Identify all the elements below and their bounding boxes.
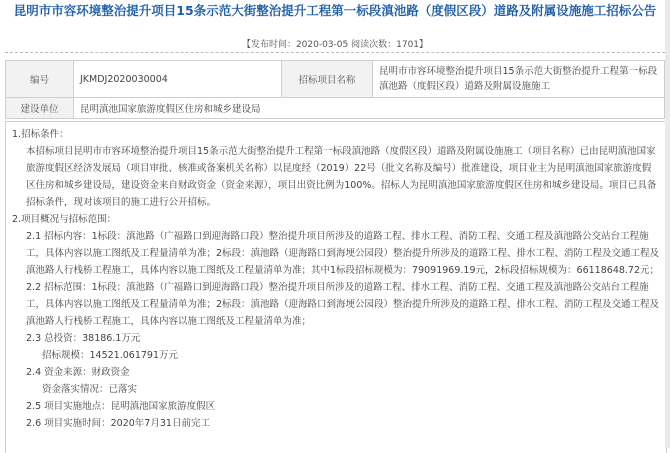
project-name-label: 招标项目名称 bbox=[282, 61, 373, 98]
notice-body bbox=[5, 121, 667, 453]
section-2-3-investment: 2.3 总投资：38186.1万元 bbox=[26, 333, 141, 344]
build-unit-value: 昆明滇池国家旅游度假区住房和城乡建设局 bbox=[74, 98, 665, 119]
section-2-4-status: 资金落实情况：已落实 bbox=[42, 384, 138, 395]
vertical-scrollbar[interactable] bbox=[665, 0, 670, 448]
build-unit-label: 建设单位 bbox=[6, 98, 74, 119]
section-2-6: 2.6 项目实施时间：2020年7月31日前完工 bbox=[26, 418, 210, 429]
section-1-text: 本招标项目昆明市市容环境整治提升项目15条示范大街整治提升工程第一标段滇池路（度假区段）道路及附属设施施工（项目名称）已由昆明滇池国家旅游度假区经济发展局（项目审批、核准或备案机关名称）以昆度经（2019）22号（批文名称及编号）批准建设，项目业主为昆明滇池国家旅游度假区住房和城乡建设局，建设资金来自财政资金（资金来源），项目出资比例为100%。招标人为昆明滇池国家旅游度假区住房和城乡建设局。项目已具备招标条件，现对该项目的施工进行公开招标。 bbox=[26, 146, 657, 208]
publish-meta: 【发布时间：2020-03-05 阅读次数：1701】 bbox=[241, 40, 429, 50]
page-title: 昆明市市容环境整治提升项目15条示范大街整治提升工程第一标段滇池路（度假区段）道路及附属设施施工招标公告 bbox=[13, 3, 657, 18]
section-2-5: 2.5 项目实施地点：昆明滇池国家旅游度假区 bbox=[26, 401, 216, 412]
code-value: JKMDJ2020030004 bbox=[74, 61, 282, 98]
section-2-4-source: 2.4 资金来源：财政资金 bbox=[26, 367, 130, 378]
section-2-heading: 2.项目概况与招标范围： bbox=[12, 214, 117, 225]
section-2-3-scale: 招标规模：14521.061791万元 bbox=[42, 350, 179, 361]
section-2-2: 2.2 招标范围：1标段：滇池路（广福路口到迎海路口段）整治提升项目所涉及的道路工程、排水工程、消防工程、交通工程及滇池路公交站台工程施工，具体内容以施工图纸及工程量清单为准；2标段：滇池路（迎海路口到海埂公园段）整治提升所涉及的道路工程、排水工程、消防工程及交通工程及滇池路人行栈桥工程施工，具体内容以施工图纸及工程量清单为准； bbox=[26, 282, 660, 327]
section-2-1: 2.1 招标内容：1标段：滇池路（广福路口到迎海路口段）整治提升项目所涉及的道路工程、排水工程、消防工程、交通工程及滇池路公交站台工程施工，具体内容以施工图纸及工程量清单为准；2标段：滇池路（迎海路口到海埂公园段）整治提升所涉及的道路工程、排水工程、消防工程及交通工程及滇池路人行栈桥工程施工，具体内容以施工图纸及工程量清单为准；其中1标段招标规模为：79091969.19元，2标段招标规模为：66118648.72元； bbox=[26, 231, 660, 276]
project-name-value: 昆明市市容环境整治提升项目15条示范大街整治提升工程第一标段滇池路（度假区段）道路及附属设施施工 bbox=[373, 61, 665, 98]
divider bbox=[5, 52, 665, 53]
code-label: 编号 bbox=[6, 61, 74, 98]
section-1-heading: 1.招标条件： bbox=[12, 129, 69, 140]
info-table bbox=[5, 60, 665, 119]
